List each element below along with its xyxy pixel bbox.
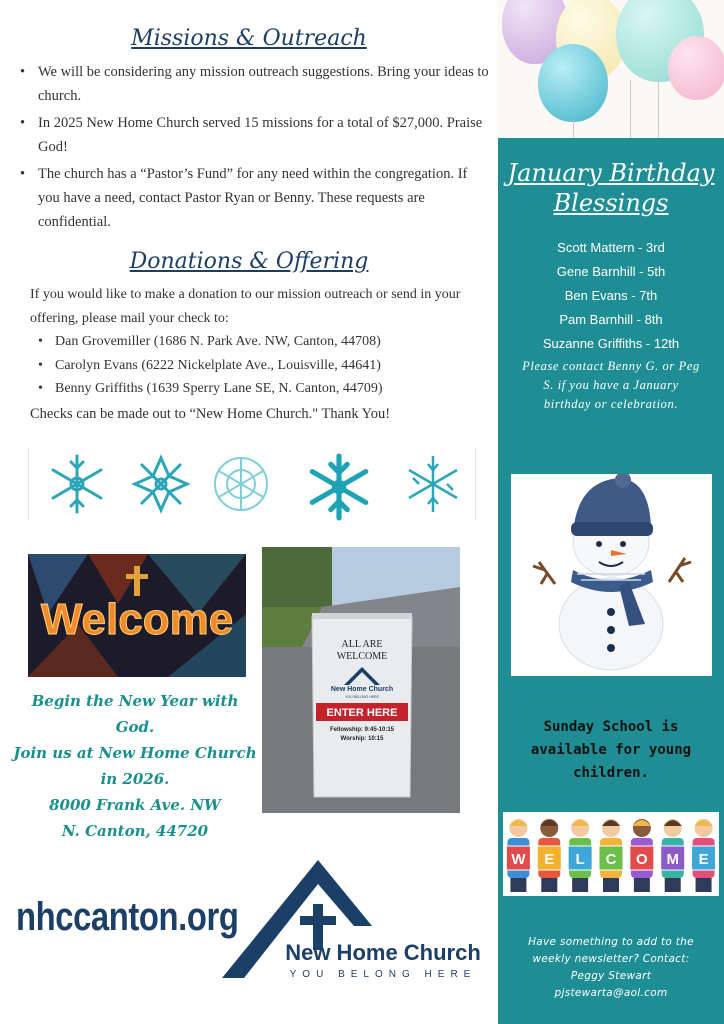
- birthday-title: [498, 158, 724, 218]
- kid-hair: [695, 820, 713, 826]
- snowflake-icon: [301, 452, 377, 522]
- kid-hair: [602, 820, 620, 826]
- birthday-title-line1: January Birthday: [507, 159, 715, 187]
- sign-church-name: New Home Church: [330, 686, 394, 693]
- kid-hair: [540, 820, 558, 826]
- letter-card-text: L: [575, 851, 585, 868]
- kid-legs: [541, 878, 557, 892]
- logo-name: New Home Church: [285, 940, 481, 965]
- website-link[interactable]: nhccanton.org: [16, 895, 239, 939]
- kid-legs: [603, 878, 619, 892]
- contact-email[interactable]: pjstewarta@aol.com: [554, 987, 668, 999]
- balloons-image: [498, 0, 724, 138]
- missions-item: • The church has a “Pastor’s Fund” for any need within the congregation. If you have a need, contact Pastor Ryan or Benny. These requests are confidential.: [20, 162, 490, 234]
- birthday-list: [498, 236, 724, 356]
- contact-name: Peggy Stewart: [570, 970, 652, 982]
- letter-card-text: E: [544, 851, 555, 868]
- birthday-item: Scott Mattern - 3rd: [557, 240, 665, 255]
- snowflake-icon: [129, 452, 193, 516]
- birthday-item: Pam Barnhill - 8th: [559, 312, 663, 327]
- newsletter-contact: [508, 934, 714, 1002]
- letter-card-text: O: [636, 851, 648, 868]
- letter-card-text: W: [511, 851, 526, 868]
- birthday-item: Ben Evans - 7th: [564, 288, 658, 303]
- sign-tagline: YOU BELONG HERE: [345, 695, 379, 699]
- address-list: [38, 330, 478, 401]
- missions-title: Missions & Outreach: [131, 26, 367, 51]
- welcome-image-text: Welcome: [40, 595, 234, 644]
- logo-tagline: YOU BELONG HERE: [289, 969, 477, 980]
- sign-line2: WELCOME: [336, 651, 388, 662]
- letter-card-text: E: [698, 851, 709, 868]
- contact-line: weekly newsletter? Contact:: [532, 953, 690, 965]
- kid-hair: [633, 820, 651, 826]
- snowflake-icon: [39, 452, 115, 516]
- contact-line: Have something to add to the: [528, 936, 694, 948]
- address-item: • Benny Griffiths (1639 Sperry Lane SE, N. Canton, 44709): [38, 377, 478, 401]
- donations-title: Donations & Offering: [129, 249, 369, 274]
- letter-card-text: M: [666, 851, 679, 868]
- birthday-title-line2: Blessings: [553, 189, 669, 217]
- address-item: • Carolyn Evans (6222 Nickelplate Ave., Louisville, 44641): [38, 354, 478, 378]
- letter-card-text: C: [605, 851, 617, 868]
- kid-legs: [510, 878, 526, 892]
- sign-enter: ENTER HERE: [326, 707, 398, 719]
- invite-line: Join us at New Home Church: [13, 744, 257, 762]
- sunday-school-note: Sunday School is available for young children.: [530, 719, 692, 781]
- sign-line1: ALL ARE: [341, 639, 383, 650]
- invite-line: 8000 Frank Ave. NW: [49, 796, 221, 814]
- invite-line: in 2026.: [100, 770, 170, 788]
- snowflake-icon: [399, 452, 467, 516]
- invite-text: [10, 688, 260, 844]
- kid-legs: [696, 878, 712, 892]
- kid-hair: [571, 820, 589, 826]
- missions-list: [20, 60, 490, 234]
- address-item: • Dan Grovemiller (1686 N. Park Ave. NW, Canton, 44708): [38, 330, 478, 354]
- kid-hair: [664, 820, 682, 826]
- missions-item: • In 2025 New Home Church served 15 missions for a total of $27,000. Praise God!: [20, 111, 490, 159]
- kids-welcome-image: [503, 812, 719, 896]
- snowman-image: [511, 474, 712, 676]
- snowflakes-banner: [28, 448, 476, 520]
- kid-legs: [572, 878, 588, 892]
- welcome-image: [28, 554, 246, 677]
- missions-item: • We will be considering any mission outreach suggestions. Bring your ideas to church.: [20, 60, 490, 108]
- invite-line: N. Canton, 44720: [61, 822, 209, 840]
- church-logo: [222, 856, 488, 986]
- sign-worship: Worship: 10:15: [340, 736, 384, 742]
- donations-intro: If you would like to make a donation to our mission outreach or send in your offering, please mail your check to:: [30, 287, 461, 326]
- snowflake-icon: [209, 452, 273, 516]
- kid-hair: [509, 820, 527, 826]
- kid-legs: [634, 878, 650, 892]
- sign-fellowship: Fellowship: 9:45-10:15: [329, 727, 395, 733]
- invite-line: Begin the New Year with God.: [31, 692, 239, 736]
- checks-note: Checks can be made out to “New Home Church." Thank You!: [30, 406, 391, 422]
- birthday-item: Gene Barnhill - 5th: [556, 264, 666, 279]
- birthday-note: Please contact Benny G. or Peg S. if you have a January birthday or celebration.: [522, 359, 700, 411]
- birthday-item: Suzanne Griffiths - 12th: [542, 336, 680, 351]
- kid-legs: [665, 878, 681, 892]
- church-sign-photo: [262, 547, 460, 813]
